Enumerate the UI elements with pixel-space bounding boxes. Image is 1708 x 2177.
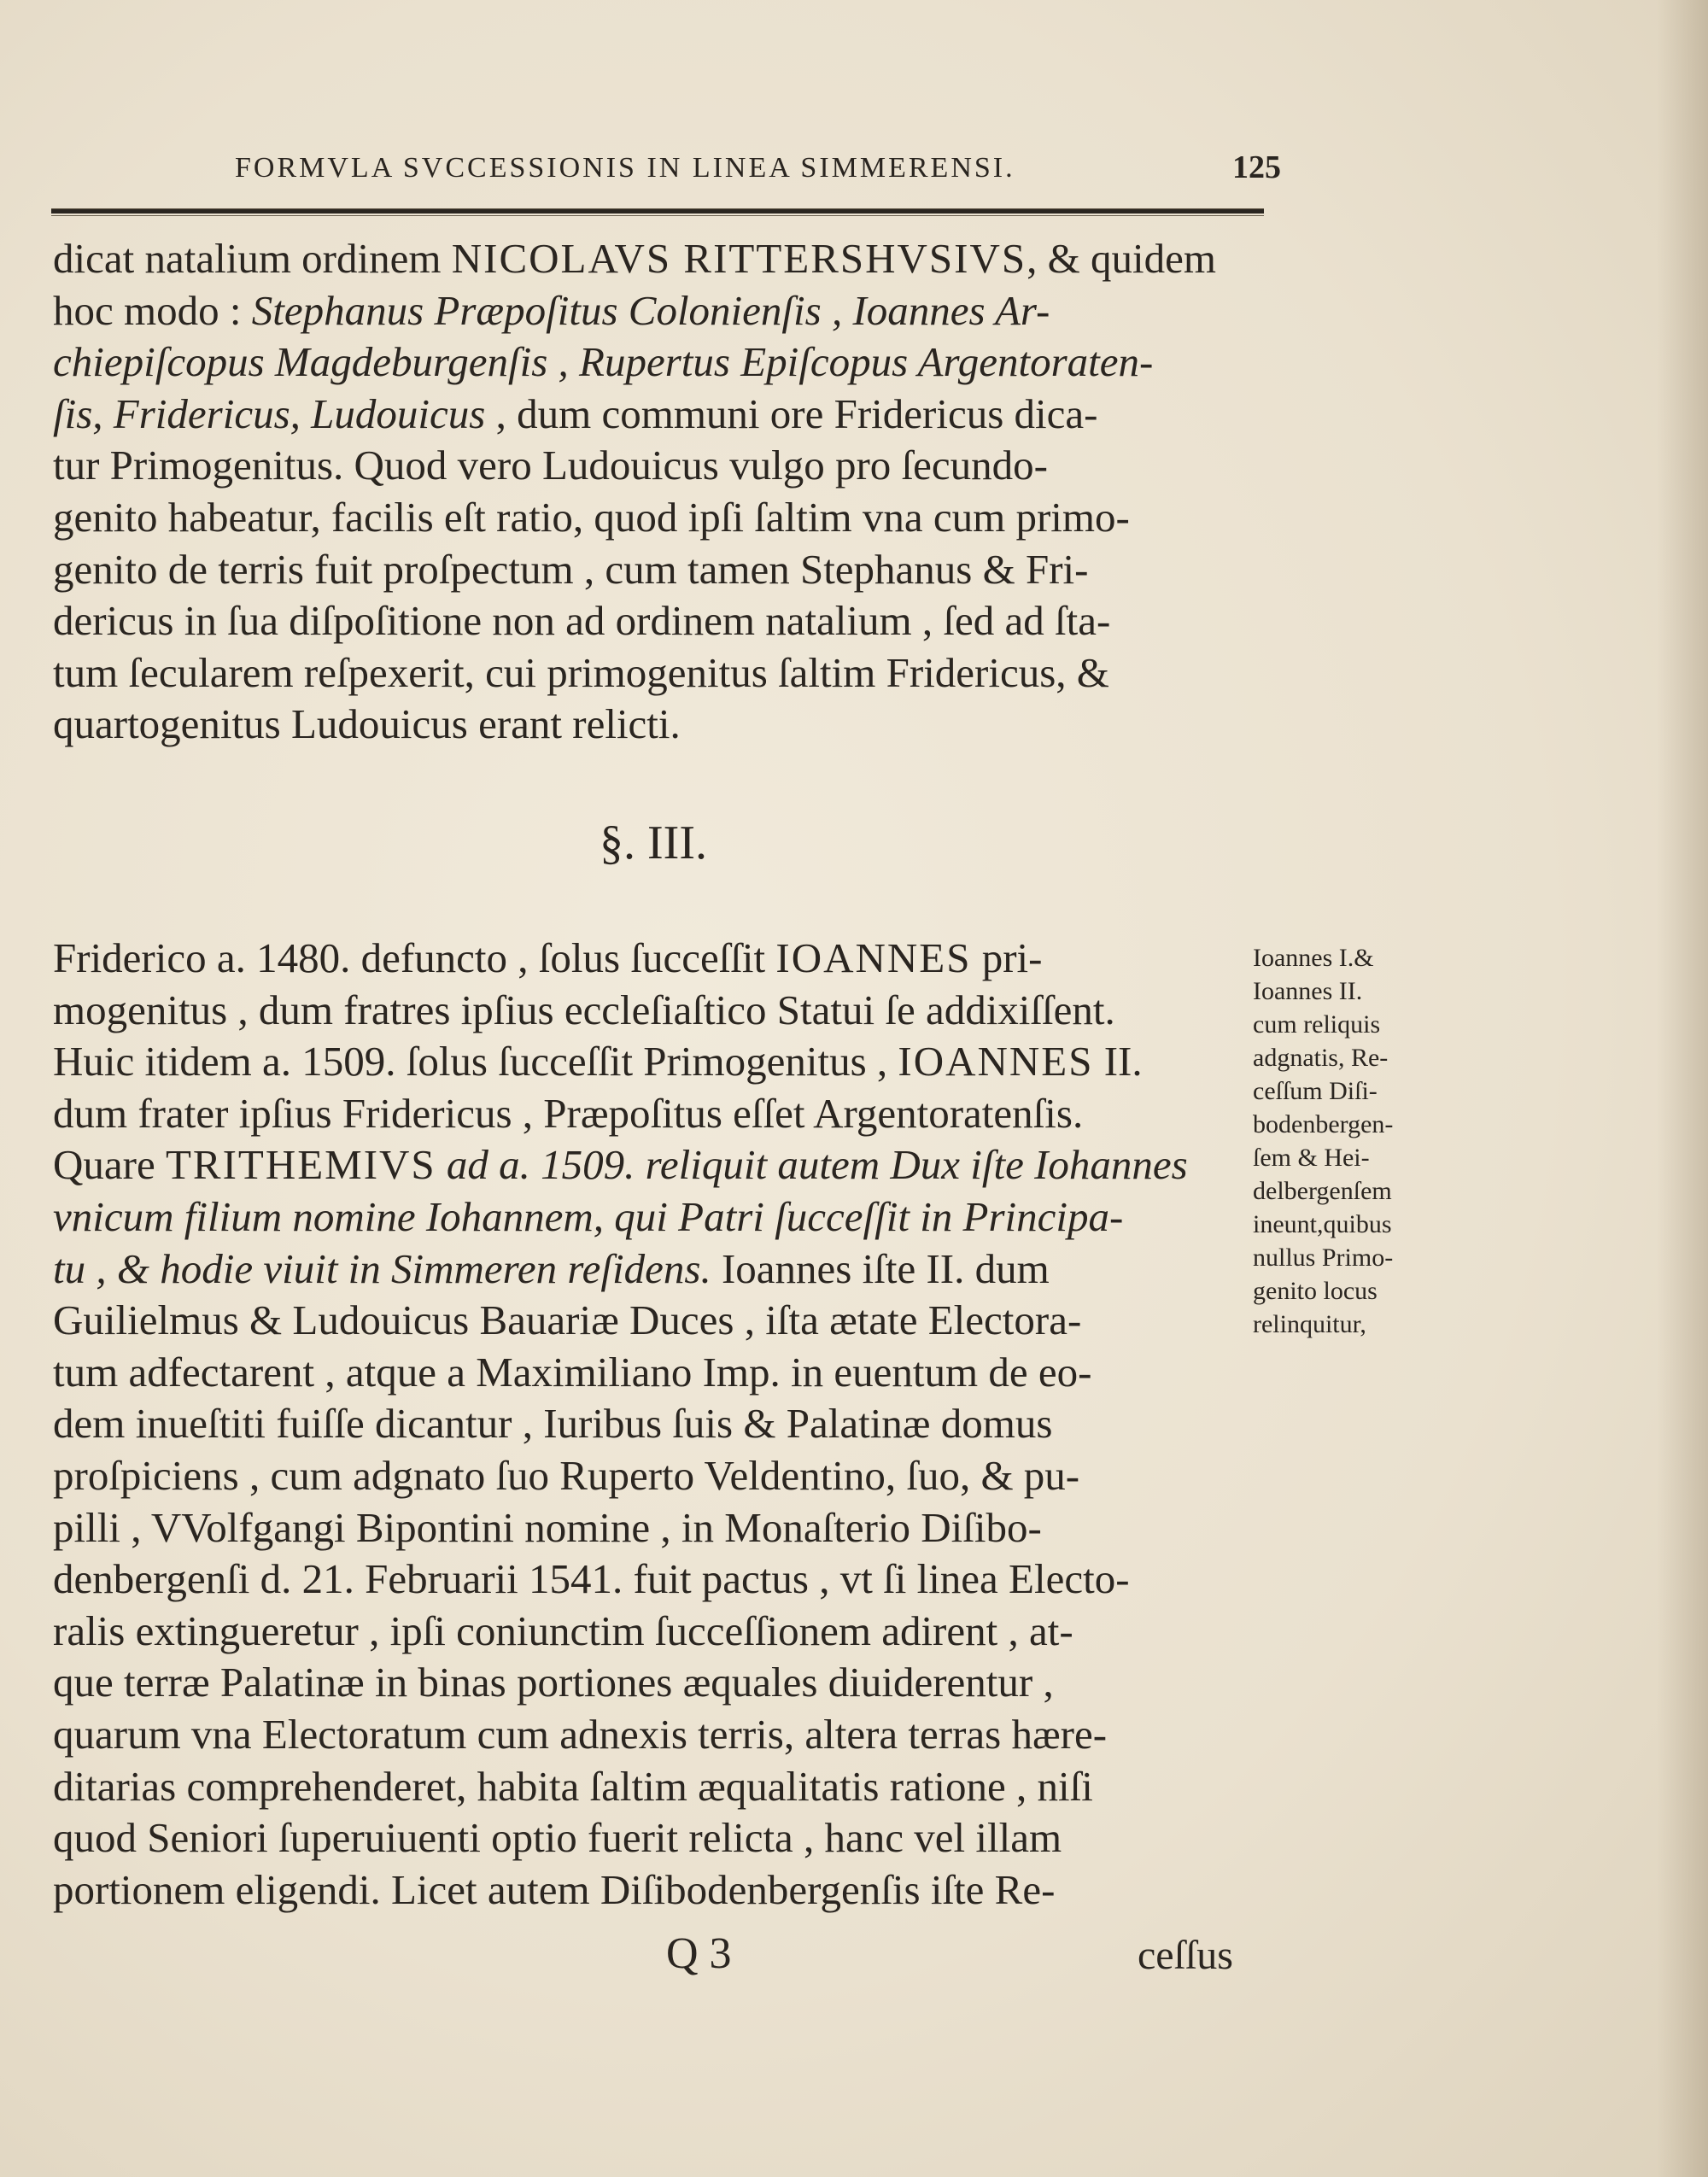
text-run: quarum vna Electoratum cum adnexis terris, altera terras hære- [53,1710,1108,1758]
margin-note-line: Ioannes I.& [1253,944,1374,972]
text-run: tur Primogenitus. Quod vero Ludouicus vulgo pro ſecundo- [53,442,1048,489]
text-line [53,233,1253,285]
signature-mark: Q 3 [666,1929,732,1978]
text-line [53,544,1253,596]
header-rule-thin [51,215,1264,216]
text-line [53,1191,1253,1244]
text-run: portionem eligendi. Licet autem Diſibodenbergenſis iſte Re- [53,1865,1056,1913]
text-run: dem inueſtiti fuiſſe dicantur , Iuribus ſuis & Palatinæ domus [53,1400,1053,1448]
text-line [53,285,1253,337]
page-header [231,149,1281,195]
italic-quotation: Stephanus Præpoſitus Colonienſis , Ioannes Ar- [251,286,1050,334]
text-line [53,1657,1253,1709]
text-line [53,1450,1253,1502]
text-line [53,1036,1253,1088]
paragraph-1 [53,233,1253,751]
text-run: Huic itidem a. 1509. ſolus ſucceſſit Primogenitus , [53,1038,898,1086]
text-line [53,1398,1253,1450]
catchword: ceſſus [1138,1933,1233,1978]
italic-quotation: tu , & hodie viuit in Simmeren reſidens. [53,1244,711,1292]
italic-quotation: vnicum filium nomine Iohannem, qui Patri ſucceſſit in Principa- [53,1192,1124,1240]
text-run: hoc modo : [53,286,252,334]
text-run: dicat natalium ordinem [53,235,452,282]
text-line [53,336,1253,389]
text-line [53,1864,1253,1917]
text-run: , & quidem [1027,235,1216,282]
text-line [53,1295,1253,1347]
margin-note-line: ſem & Hei- [1253,1144,1370,1172]
text-line [53,1139,1253,1191]
text-run: genito de terris fuit proſpectum , cum tamen Stephanus & Fri- [53,545,1089,593]
margin-note-line: ineunt,quibus [1253,1210,1392,1238]
margin-note-line: nullus Primo- [1253,1244,1394,1272]
margin-note-line: delbergenſem [1253,1177,1392,1205]
text-line [53,699,1253,751]
text-line [53,1606,1253,1658]
section-heading: §. III. [600,816,707,869]
text-run: Ioannes iſte II. dum [711,1244,1050,1292]
text-run: tum ſecularem reſpexerit, cui primogenitus ſaltim Fridericus, & [53,648,1109,696]
text-line [53,985,1253,1037]
margin-note-line: genito locus [1253,1277,1378,1305]
text-line [53,1347,1253,1399]
text-run: dericus in ſua diſpoſitione non ad ordinem natalium , ſed ad ſta- [53,597,1111,645]
text-line [53,595,1253,647]
text-line [53,1554,1253,1606]
text-run: denbergenſi d. 21. Februarii 1541. fuit pactus , vt ſi linea Electo- [53,1555,1130,1603]
page-gutter-shadow [1657,0,1708,2177]
text-run: genito habeatur, facilis eſt ratio, quod ipſi ſaltim vna cum primo- [53,493,1130,541]
small-caps-name: IOANNES [898,1038,1094,1086]
text-run: , dum communi ore Fridericus dica- [485,389,1098,437]
text-line [53,1709,1253,1761]
text-run: quod Seniori ſuperuiuenti optio fuerit relicta , hanc vel illam [53,1814,1062,1862]
text-run: proſpiciens , cum adgnato ſuo Ruperto Veldentino, ſuo, & pu- [53,1451,1080,1499]
italic-quotation: ſis, Fridericus, Ludouicus [53,389,486,437]
text-run: Guilielmus & Ludouicus Bauariæ Duces , iſta ætate Electora- [53,1296,1082,1344]
running-title: FORMVLA SVCCESSIONIS IN LINEA SIMMERENSI. [235,152,1015,184]
text-run: Friderico a. 1480. defuncto , ſolus ſucceſſit [53,934,776,981]
paragraph-2 [53,933,1253,1916]
text-run: pilli , VVolfgangi Bipontini nomine , in Monaſterio Diſibo- [53,1503,1042,1551]
text-run: tum adfectarent , atque a Maximiliano Imp. in euentum de eo- [53,1348,1092,1396]
text-line [53,1761,1253,1813]
text-run: dum frater ipſius Fridericus , Præpoſitus eſſet Argentoratenſis. [53,1089,1084,1137]
text-run: pri- [971,934,1043,981]
text-run: ralis extingueretur , ipſi coniunctim ſucceſſionem adirent , at- [53,1606,1073,1654]
small-caps-name: TRITHEMIVS [165,1141,436,1189]
text-line [53,492,1253,544]
text-line [53,440,1253,492]
text-run: quartogenitus Ludouicus erant relicti. [53,700,681,748]
text-line [53,1502,1253,1554]
margin-note-line: cum reliquis [1253,1010,1381,1039]
page-number: 125 [1232,149,1281,185]
text-line [53,1812,1253,1864]
header-rule [51,208,1264,214]
margin-note [1253,941,1466,1341]
margin-note-line: relinquitur, [1253,1310,1366,1338]
margin-note-line: ceſſum Diſi- [1253,1077,1378,1105]
text-line [53,933,1253,985]
margin-note-line: adgnatis, Re- [1253,1044,1389,1072]
small-caps-name: NICOLAVS RITTERSHVSIVS [451,235,1027,282]
text-run: II. [1093,1038,1143,1086]
text-line [53,1244,1253,1296]
text-run: que terræ Palatinæ in binas portiones æquales diuiderentur , [53,1659,1054,1706]
text-line [53,389,1253,441]
italic-quotation: ad a. 1509. reliquit autem Dux iſte Iohannes [436,1141,1188,1189]
text-run: Quare [53,1141,166,1189]
text-line [53,1088,1253,1140]
text-run: ditarias comprehenderet, habita ſaltim æqualitatis ratione , niſi [53,1762,1093,1810]
text-run: mogenitus , dum fratres ipſius eccleſiaſtico Statui ſe addixiſſent. [53,986,1115,1033]
margin-note-line: Ioannes II. [1253,977,1363,1005]
margin-note-line: bodenbergen- [1253,1110,1394,1138]
small-caps-name: IOANNES [775,934,972,981]
page-footer [0,1928,1708,1997]
text-line [53,647,1253,699]
italic-quotation: chiepiſcopus Magdeburgenſis , Rupertus Epiſcopus Argentoraten- [53,338,1154,386]
